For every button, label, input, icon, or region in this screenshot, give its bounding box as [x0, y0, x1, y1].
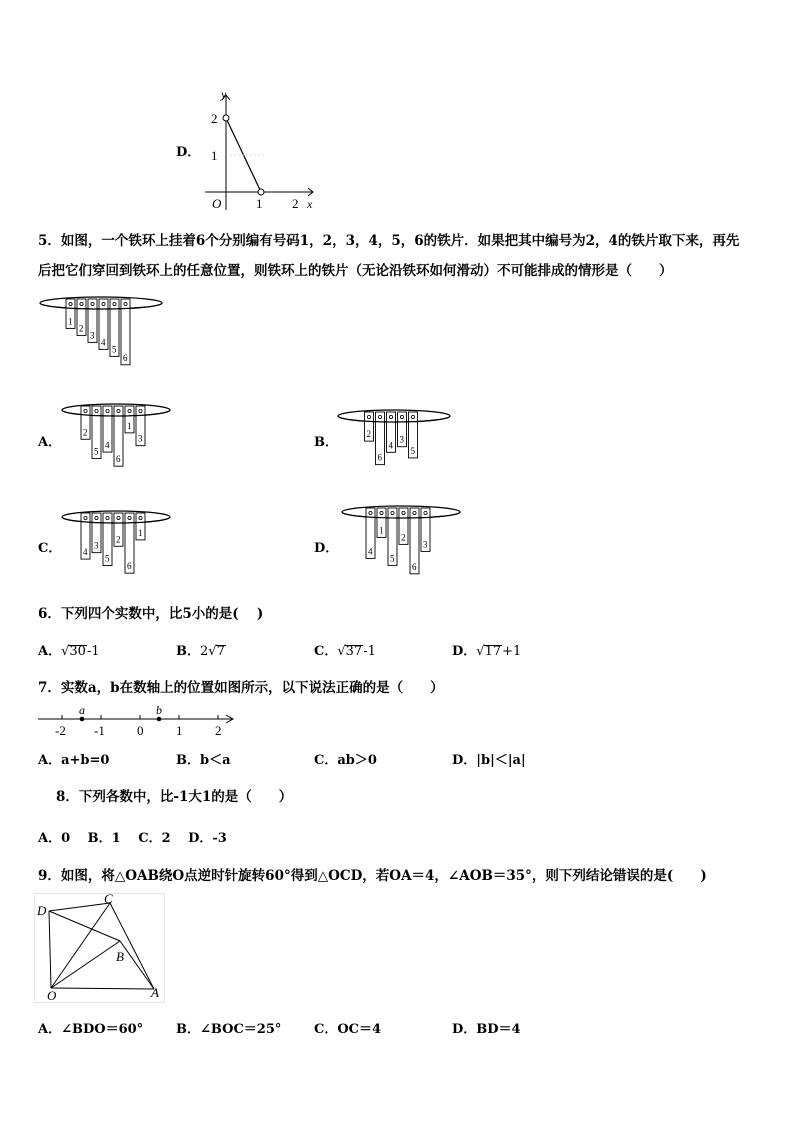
tag-number: 2	[79, 323, 84, 334]
tag-number: 4	[83, 547, 88, 558]
q6-option-d	[452, 640, 521, 659]
tag-number: 5	[112, 344, 117, 355]
point-a	[80, 717, 85, 722]
q5-option-b-ring	[336, 404, 452, 476]
q5-original-ring	[38, 291, 164, 377]
tag-number: 4	[368, 546, 373, 557]
tag-number: 3	[94, 540, 99, 551]
tag-number: 5	[390, 553, 395, 564]
q8-stem: 8．下列各数中，比-1大1的是（ ）	[56, 789, 293, 805]
q9-option-b	[176, 1018, 281, 1037]
point-O-label: O	[47, 988, 57, 1003]
q9-option-b-text: ∠BOC＝25°	[200, 1022, 282, 1037]
q7-option-c	[314, 749, 377, 768]
q4-option-d-label: D．	[176, 145, 201, 160]
q6-option-c-radicand: 37	[345, 644, 363, 659]
tag-number: 3	[138, 433, 143, 444]
q7-option-b-text: b＜a	[200, 753, 231, 768]
tag-number: 1	[138, 527, 143, 538]
tag-number: 1	[379, 525, 384, 536]
q9-option-c	[314, 1018, 381, 1037]
segment-AB	[120, 941, 154, 989]
point-D-label: D	[37, 903, 47, 918]
q5-stem-line1: 5．如图，一个铁环上挂着6个分别编有号码1，2，3，4，5，6的铁片．如果把其中编号为2，4的铁片取下来，再先	[38, 233, 740, 249]
q6-stem: 6．下列四个实数中，比5小的是( )	[38, 606, 264, 622]
q7-number-line	[34, 700, 238, 738]
q7-option-a-label: A．	[38, 753, 62, 768]
number-line-tick-label: -2	[55, 723, 66, 738]
tag-number: 6	[412, 561, 417, 572]
q6-option-d-label: D．	[452, 644, 477, 659]
q9-option-d-text: BD＝4	[476, 1022, 521, 1037]
radical-sign-icon: √	[208, 644, 217, 659]
y-tick-2: 2	[211, 111, 218, 126]
q5-stem-line2: 后把它们穿回到铁环上的任意位置，则铁环上的铁片（无论沿铁环如何滑动）不可能排成的情形是（ ）	[38, 263, 673, 279]
q7-option-b-label: B．	[176, 753, 200, 768]
q8-options: A．0 B．1 C．2 D．-3	[38, 831, 227, 846]
q6-option-c-label: C．	[314, 644, 338, 659]
point-C-label: C	[104, 893, 113, 906]
number-line-tick-label: 1	[176, 723, 183, 738]
x-tick-1: 1	[256, 196, 263, 211]
point-b-label: b	[156, 703, 162, 717]
tag-number: 6	[127, 561, 132, 572]
segment-CA	[110, 903, 154, 989]
q6-option-b-pre: 2	[200, 644, 209, 659]
radical-sign-icon: √	[476, 644, 485, 659]
point-A-label: A	[151, 985, 159, 1000]
tag-number: 2	[83, 427, 88, 438]
number-line-tick-label: 0	[137, 723, 144, 738]
q5-option-a-ring	[60, 398, 172, 478]
tag-number: 2	[401, 532, 406, 543]
q7-option-b	[176, 749, 231, 768]
q7-option-d-text: |b|＜|a|	[476, 753, 526, 768]
q9-option-a-text: ∠BDO＝60°	[61, 1022, 144, 1037]
tag-number: 4	[388, 440, 393, 451]
q9-option-c-text: OC＝4	[337, 1022, 382, 1037]
tag-number: 3	[399, 434, 404, 445]
q5-option-c-label: C．	[38, 541, 62, 556]
segment-OB	[51, 941, 120, 988]
tag-number: 3	[90, 330, 95, 341]
q6-option-a	[38, 640, 100, 659]
q5-option-d-label: D．	[314, 541, 339, 556]
q9-option-d	[452, 1018, 521, 1037]
radical-sign-icon: √	[61, 644, 70, 659]
q6-option-a-label: A．	[38, 644, 62, 659]
q7-stem: 7．实数a，b在数轴上的位置如图所示，以下说法正确的是（ ）	[38, 680, 444, 696]
tag-number: 6	[116, 454, 121, 465]
q6-option-b	[176, 640, 226, 659]
x-label: x	[307, 197, 313, 211]
q4-graph	[195, 86, 320, 212]
q6-option-b-label: B．	[176, 644, 200, 659]
q9-option-c-label: C．	[314, 1022, 338, 1037]
q6-option-d-radicand: 17	[484, 644, 502, 659]
open-point-y	[223, 115, 229, 121]
q7-option-c-label: C．	[314, 753, 338, 768]
tag-number: 5	[94, 446, 99, 457]
tag-number: 1	[68, 316, 73, 327]
tag-number: 6	[377, 452, 382, 463]
y-label: y	[221, 87, 227, 101]
point-B-label: B	[116, 949, 124, 964]
number-line-tick-label: 2	[215, 723, 222, 738]
q9-option-b-label: B．	[176, 1022, 200, 1037]
q6-option-b-radicand: 7	[216, 644, 225, 659]
tag-number: 6	[123, 352, 128, 363]
tag-number: 2	[116, 534, 121, 545]
q9-figure	[34, 893, 166, 1005]
q5-option-a-label: A．	[38, 435, 62, 450]
q6-option-a-radicand: 30	[69, 644, 86, 659]
origin-label: O	[212, 196, 222, 211]
tag-number: 4	[101, 337, 106, 348]
q7-option-d-label: D．	[452, 753, 477, 768]
segment-DB	[49, 911, 120, 941]
number-line-tick-label: -1	[94, 723, 105, 738]
q7-option-a-text: a+b=0	[61, 753, 110, 768]
radical-sign-icon: √	[337, 644, 346, 659]
q9-option-a	[38, 1018, 143, 1037]
open-point-x	[258, 189, 264, 195]
y-tick-1: 1	[211, 148, 218, 163]
point-b	[157, 717, 162, 722]
q7-option-a	[38, 749, 109, 768]
segment-OA	[51, 988, 154, 989]
q5-option-c-ring	[60, 505, 172, 585]
tag-number: 1	[127, 420, 132, 431]
q6-option-d-post: +1	[502, 644, 522, 659]
q9-option-d-label: D．	[452, 1022, 477, 1037]
q5-option-b-label: B．	[314, 435, 338, 450]
tag-number: 5	[410, 445, 415, 456]
q7-option-d	[452, 749, 526, 768]
q7-option-c-text: ab＞0	[337, 753, 377, 768]
point-a-label: a	[79, 703, 85, 717]
q6-option-a-post: -1	[86, 644, 100, 659]
q6-option-c-post: -1	[363, 644, 376, 659]
tag-number: 2	[366, 429, 371, 440]
q6-option-c	[314, 640, 376, 659]
tag-number: 3	[423, 539, 428, 550]
tag-number: 4	[105, 440, 110, 451]
q9-option-a-label: A．	[38, 1022, 62, 1037]
x-tick-2: 2	[292, 196, 299, 211]
q5-option-d-ring	[340, 500, 462, 586]
segment-DC	[49, 903, 110, 911]
q9-stem: 9．如图，将△OAB绕O点逆时针旋转60°得到△OCD，若OA＝4，∠AOB＝35°，则下列结论错误的是( )	[38, 868, 707, 884]
segment-OD	[49, 911, 51, 988]
tag-number: 5	[105, 553, 110, 564]
